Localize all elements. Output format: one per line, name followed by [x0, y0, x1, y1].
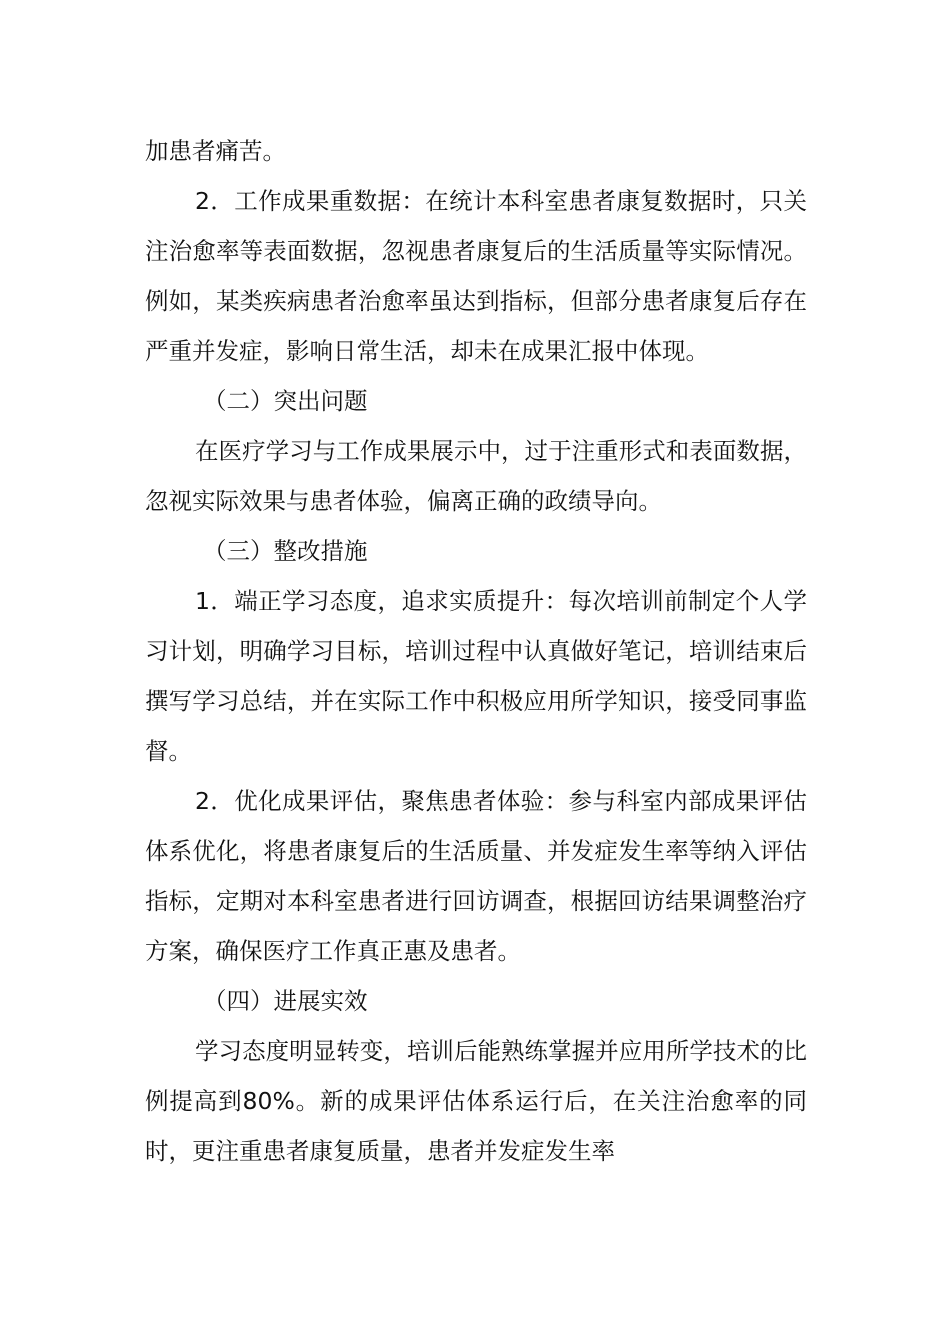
paragraph-measure-2: 2．优化成果评估，聚焦患者体验：参与科室内部成果评估体系优化，将患者康复后的生活质量、并发症发生率等纳入评估指标，定期对本科室患者进行回访调查，根据回访结果调整治疗方案，确保医疗工作真正惠及患者。 — [145, 787, 807, 965]
paragraph-progress-results: 学习态度明显转变，培训后能熟练掌握并应用所学技术的比例提高到80%。新的成果评估体系运行后，在关注治愈率的同时，更注重患者康复质量，患者并发症发生率 — [145, 1037, 807, 1165]
document-body — [145, 126, 807, 1176]
section-heading-rectification-measures: （三）整改措施 — [203, 537, 368, 565]
section-heading-progress-results: （四）进展实效 — [203, 987, 368, 1015]
paragraph-item-2-achievement-data: 2．工作成果重数据：在统计本科室患者康复数据时，只关注治愈率等表面数据，忽视患者康复后的生活质量等实际情况。例如，某类疾病患者治愈率虽达到指标，但部分患者康复后存在严重并发症，影响日常生活，却未在成果汇报中体现。 — [145, 187, 807, 365]
paragraph-continuation: 加患者痛苦。 — [145, 137, 286, 165]
section-heading-prominent-issues: （二）突出问题 — [203, 387, 368, 415]
paragraph-prominent-issues: 在医疗学习与工作成果展示中，过于注重形式和表面数据，忽视实际效果与患者体验，偏离正确的政绩导向。 — [145, 437, 807, 515]
paragraph-measure-1: 1．端正学习态度，追求实质提升：每次培训前制定个人学习计划，明确学习目标，培训过程中认真做好笔记，培训结束后撰写学习总结，并在实际工作中积极应用所学知识，接受同事监督。 — [145, 587, 807, 765]
